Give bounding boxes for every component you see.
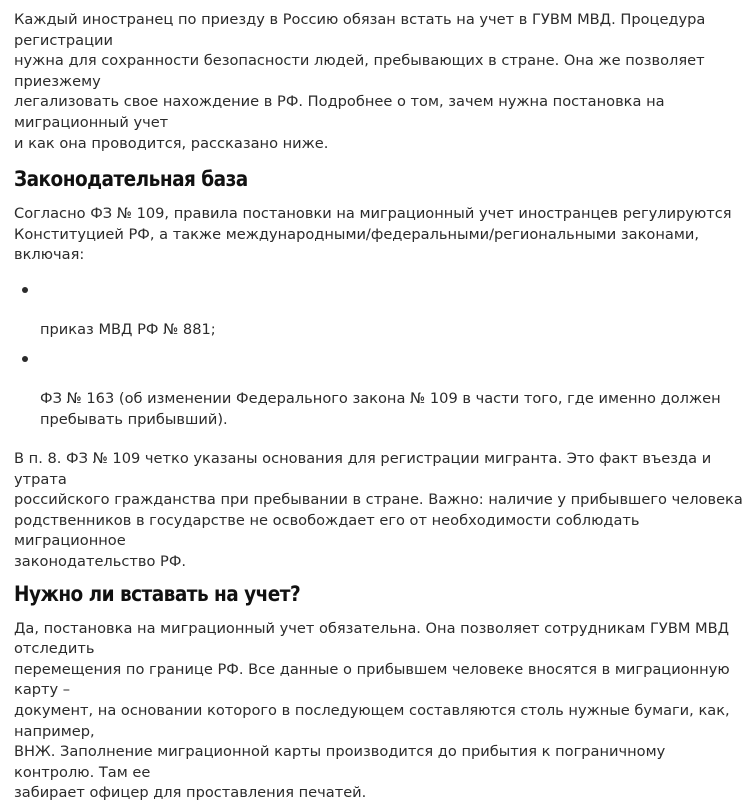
law-list <box>14 279 744 430</box>
grounds-paragraph: В п. 8. ФЗ № 109 четко указаны основания для регистрации мигранта. Это факт въезда и утрата российского гражданства при пребывании в стране. Важно: наличие у прибывшего человека родственников в государстве не освобождает его от необходимости соблюдать миграционное законодательство РФ. <box>14 450 743 571</box>
heading-legislative-base: Законодательная база <box>14 167 248 192</box>
bullet-icon <box>22 356 28 362</box>
heading-need-registration: Нужно ли вставать на учет? <box>14 581 301 606</box>
list-item-text: приказ МВД РФ № 881; <box>40 321 216 339</box>
bullet-icon <box>22 287 28 293</box>
list-item-text: ФЗ № 163 (об изменении Федерального закона № 109 в части того, где именно должен пребывать прибывший). <box>40 389 721 428</box>
registration-paragraph: Да, постановка на миграционный учет обязательна. Она позволяет сотрудникам ГУВМ МВД отследить перемещения по границе РФ. Все данные о прибывшем человеке вносятся в миграционную карту – документ, на основании которого в последующем составляются столь нужные бумаги, как, например, ВНЖ. Заполнение миграционной карты производится до прибытия к пограничному контролю. Там ее забирает офицер для проставления печатей. <box>14 619 730 802</box>
list-item <box>22 279 744 341</box>
intro-paragraph: Каждый иностранец по приезду в Россию обязан встать на учет в ГУВМ МВД. Процедура регистрации нужна для сохранности безопасности людей, пребывающих в стране. Она же позволяет приезжему легализовать свое нахождение в РФ. Подробнее о том, зачем нужна постановка на миграционный учет и как она проводится, рассказано ниже. <box>14 11 706 152</box>
legislation-paragraph: Согласно ФЗ № 109, правила постановки на миграционный учет иностранцев регулируются Конституцией РФ, а также международными/федеральными/региональными законами, включая: <box>14 205 732 264</box>
list-item <box>22 348 744 430</box>
article-body <box>14 0 744 804</box>
